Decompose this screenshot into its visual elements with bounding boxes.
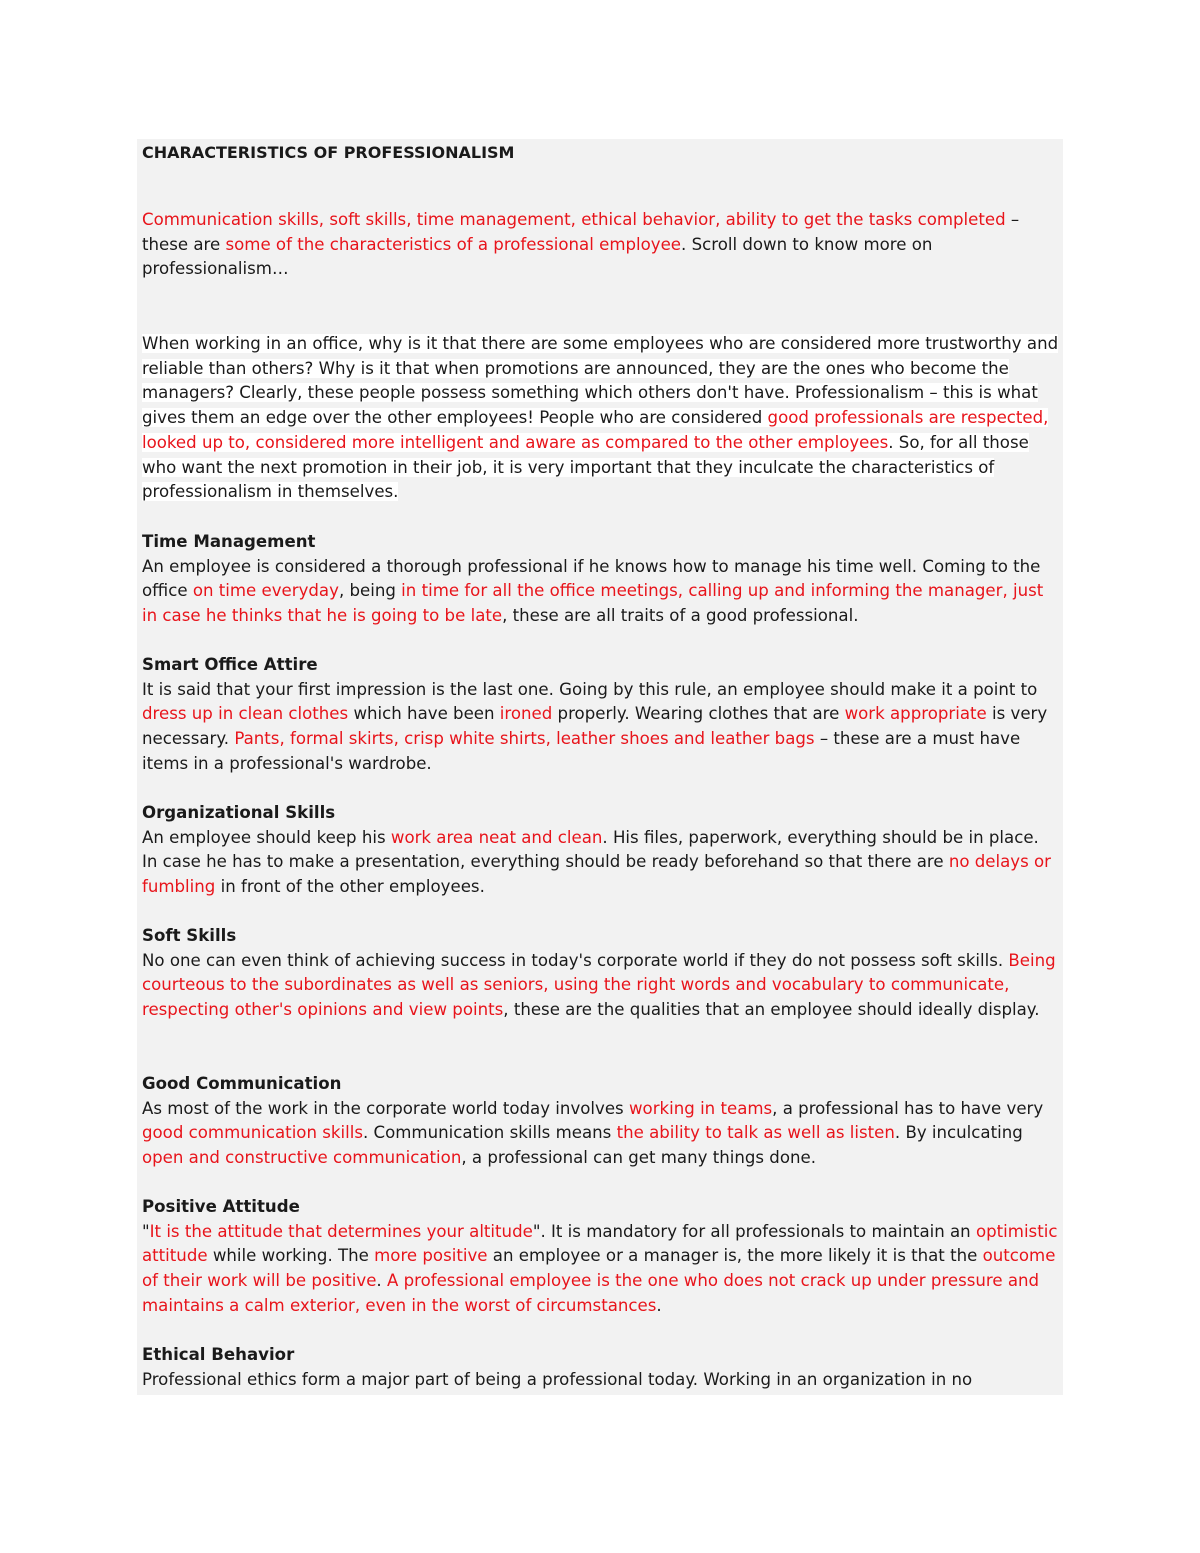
- section-heading: Time Management: [142, 532, 316, 551]
- section-soft-skills: [142, 924, 1059, 1023]
- section-heading: Organizational Skills: [142, 803, 336, 822]
- lead-paragraph: [142, 332, 1059, 505]
- body-text: ": [142, 1221, 150, 1241]
- section-body: [142, 678, 1059, 777]
- document-panel: [137, 139, 1063, 1395]
- highlighted-text: work area neat and clean: [390, 827, 603, 847]
- body-text: while working. The: [207, 1246, 375, 1266]
- body-text: properly. Wearing clothes that are: [552, 704, 845, 724]
- section-body: [142, 1220, 1059, 1319]
- body-text: which have been: [348, 704, 500, 724]
- body-text: . Communication skills means: [362, 1123, 617, 1143]
- body-text: , a professional has to have very: [772, 1098, 1044, 1118]
- highlighted-text: good professionals are respected, looked up to, considered more intelligent and aware as compared to the other employees: [142, 408, 1049, 452]
- highlighted-text: Communication skills, soft skills, time management, ethical behavior, ability to get the tasks completed: [142, 210, 1006, 229]
- intro-text: [142, 208, 1059, 282]
- body-text: . His files, paperwork, everything should be in place. In case he has to make a presentation, everything should be ready beforehand so that there are: [142, 827, 1039, 872]
- body-text: is very necessary.: [142, 704, 1048, 749]
- body-text: An employee should keep his: [142, 827, 391, 847]
- body-text: .: [656, 1295, 662, 1315]
- body-text: An employee is considered a thorough professional if he knows how to manage his time well. Coming to the office: [142, 556, 1041, 601]
- highlighted-text: It is the attitude that determines your altitude: [149, 1221, 533, 1241]
- highlighted-text: open and constructive communication: [142, 1148, 462, 1168]
- section-heading: Positive Attitude: [142, 1197, 300, 1216]
- body-text: , these are all traits of a good professional.: [502, 606, 859, 626]
- section-heading: Smart Office Attire: [142, 655, 318, 674]
- section-heading: Good Communication: [142, 1074, 342, 1093]
- body-text: an employee or a manager is, the more likely it is that the: [487, 1246, 983, 1266]
- body-text: ". It is mandatory for all professionals to maintain an: [532, 1221, 976, 1241]
- section-good-communication: [142, 1072, 1059, 1171]
- section-smart-office-attire: [142, 653, 1059, 777]
- highlighted-text: A professional employee is the one who does not crack up under pressure and maintains a calm exterior, even in the worst of circumstances: [142, 1271, 1040, 1315]
- body-text: . By inculcating: [894, 1123, 1023, 1143]
- highlighted-text: outcome of their work will be positive: [142, 1246, 1056, 1291]
- body-text: , being: [338, 581, 402, 601]
- body-text: .: [376, 1271, 387, 1291]
- highlighted-text: Being courteous to the subordinates as well as seniors, using the right words and vocabulary to communicate, respecting other's opinions and view points: [142, 950, 1056, 1020]
- section-positive-attitude: [142, 1195, 1059, 1319]
- highlighted-text: dress up in clean clothes: [142, 704, 349, 724]
- highlighted-text: working in teams: [628, 1098, 773, 1118]
- highlighted-text: the ability to talk as well as listen: [616, 1123, 895, 1143]
- body-text: As most of the work in the corporate world today involves: [142, 1098, 629, 1118]
- body-text: It is said that your first impression is the last one. Going by this rule, an employee should make it a point to: [142, 679, 1038, 699]
- body-text: . So, for all those who want the next promotion in their job, it is very important that they inculcate the characteristics of professionalism in themselves.: [142, 432, 1029, 502]
- section-body: [142, 826, 1059, 900]
- highlighted-text: some of the characteristics of a professional employee: [225, 234, 682, 254]
- section-ethical-behavior: [142, 1343, 1059, 1392]
- section-body: [142, 555, 1059, 629]
- body-text: Professional ethics form a major part of being a professional today. Working in an organization in no: [142, 1369, 973, 1389]
- body-text: – these are: [142, 210, 1020, 254]
- highlighted-text: work appropriate: [844, 704, 987, 724]
- section-body: [142, 949, 1059, 1023]
- lead-text: [142, 332, 1059, 505]
- body-text: , a professional can get many things done.: [461, 1148, 816, 1168]
- body-text: – these are a must have items in a professional's wardrobe.: [142, 729, 1021, 773]
- highlighted-text: good communication skills: [142, 1123, 363, 1143]
- highlighted-text: Pants, formal skirts, crisp white shirts, leather shoes and leather bags: [234, 729, 815, 749]
- body-text: No one can even think of achieving success in today's corporate world if they do not possess soft skills.: [142, 950, 1009, 970]
- section-body: [142, 1097, 1059, 1171]
- highlighted-text: no delays or fumbling: [142, 852, 1052, 897]
- body-text: , these are the qualities that an employee should ideally display.: [503, 1000, 1040, 1020]
- section-time-management: [142, 530, 1059, 629]
- intro-paragraph: [142, 208, 1059, 282]
- highlighted-text: more positive: [374, 1246, 488, 1266]
- highlighted-text: ironed: [499, 704, 553, 724]
- highlighted-text: optimistic attitude: [142, 1221, 1058, 1266]
- highlighted-text: in time for all the office meetings, calling up and informing the manager, just in case he thinks that he is going to be late: [142, 581, 1044, 626]
- document-title: CHARACTERISTICS OF PROFESSIONALISM: [142, 143, 515, 162]
- section-organizational-skills: [142, 801, 1059, 900]
- body-text: . Scroll down to know more on professionalism…: [142, 234, 933, 279]
- body-text: When working in an office, why is it that there are some employees who are considered more trustworthy and reliable than others? Why is it that when promotions are announced, they are the ones who become the managers? Clearly, these people possess something which others don't have. Professionalism – this is what gives them an edge over the other employees! People who are considered: [142, 334, 1059, 428]
- section-body: [142, 1368, 1059, 1393]
- section-heading: Soft Skills: [142, 926, 237, 945]
- body-text: in front of the other employees.: [215, 877, 485, 897]
- section-heading: Ethical Behavior: [142, 1345, 295, 1364]
- highlighted-text: on time everyday: [192, 581, 339, 601]
